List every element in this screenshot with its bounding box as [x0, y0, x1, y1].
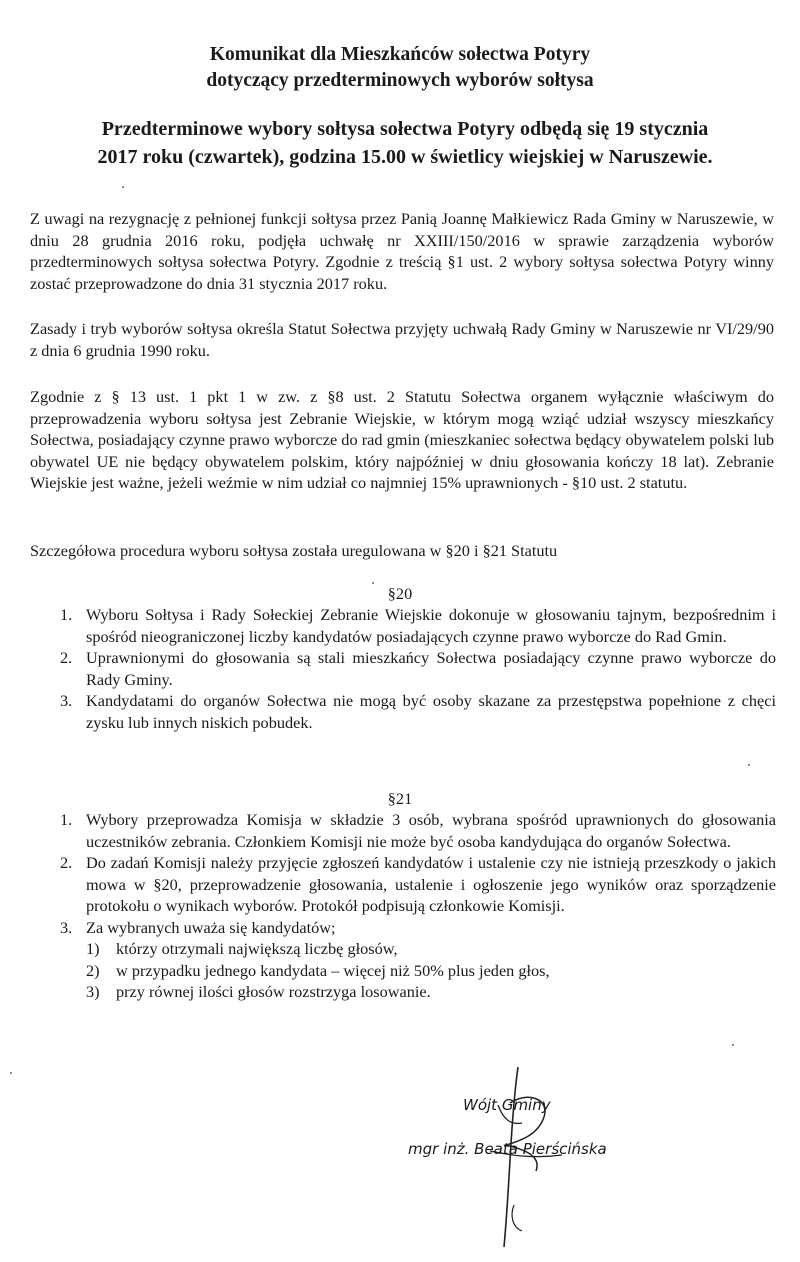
document-title-line-2: dotyczący przedterminowych wyborów sołtysa [206, 70, 594, 91]
list-item-number: 1. [60, 605, 73, 624]
section-21-heading: §21 [387, 789, 413, 808]
list-item-text: Wybory przeprowadza Komisja w składzie 3 osób, wybrana spośród uprawnionych do głosowania uczestników zebrania. Członkiem Komisji nie może być osoba kandydująca do organów Sołectwa. [86, 810, 776, 851]
sub-list-item-number: 1) [86, 939, 100, 958]
signature-role: Wójt Gminy [463, 1096, 551, 1114]
scan-speck [122, 186, 124, 188]
paragraph-rules: Zasady i tryb wyborów sołtysa określa Statut Sołectwa przyjęty uchwałą Rady Gminy w Naruszewie nr VI/29/90 z dnia 6 grudnia 1990 roku. [30, 319, 774, 360]
sub-list-item [86, 938, 776, 960]
sub-list-item [86, 960, 776, 982]
list-item [48, 917, 776, 939]
list-item [48, 604, 776, 647]
list-item [48, 690, 776, 733]
list-item [48, 852, 776, 917]
announcement-lead-line-1: Przedterminowe wybory sołtysa sołectwa Potyry odbędą się 19 stycznia [101, 118, 709, 140]
list-item-text: Kandydatami do organów Sołectwa nie mogą być osoby skazane za przestępstwa popełnione z chęci zysku lub innych niskich pobudek. [86, 691, 776, 732]
document-title-line-1: Komunikat dla Mieszkańców sołectwa Potyry [209, 44, 591, 65]
list-item [48, 809, 776, 852]
list-item-number: 3. [60, 691, 73, 710]
list-item-number: 1. [60, 810, 73, 829]
sub-list-item [86, 981, 776, 1003]
list-item-text: Do zadań Komisji należy przyjęcie zgłoszeń kandydatów i ustalenie czy nie istnieją przeszkody o jakich mowa w §20, przeprowadzenie głosowania, ustalenie i ogłoszenie jego wyników oraz sporządzenie protokołu o wynikach wyborów. Protokół podpisują członkowie Komisji. [86, 853, 776, 915]
list-item-number: 3. [60, 917, 73, 937]
sub-list-item-number: 2) [86, 960, 100, 980]
announcement-lead-line-2: 2017 roku (czwartek), godzina 15.00 w świetlicy wiejskiej w Naruszewie. [97, 146, 713, 168]
list-item-text: Wyboru Sołtysa i Rady Sołeckiej Zebranie Wiejskie dokonuje w głosowaniu tajnym, bezpośrednim i spośród nieograniczonej liczby kandydatów posiadających czynne prawo wyborcze do Rad Gmin. [86, 605, 776, 646]
list-item-text: Uprawnionymi do głosowania są stali mieszkańcy Sołectwa posiadający czynne prawo wyborcze do Rady Gminy. [86, 648, 776, 689]
scan-speck [10, 1072, 12, 1074]
scan-speck [732, 1044, 734, 1046]
paragraph-electorate: Zgodnie z § 13 ust. 1 pkt 1 w zw. z §8 ust. 2 Statutu Sołectwa organem wyłącznie właściwym do przeprowadzenia wyboru sołtysa jest Zebranie Wiejskie, w którym mogą wziąć udział wszyscy mieszkańcy Sołectwa, posiadający czynne prawo wyborcze do rad gmin (mieszkaniec sołectwa będący obywatelem polski lub obywatel UE nie będący obywatelem polskim, który najpóźniej w dniu głosowania kończy 18 lat). Zebranie Wiejskie jest ważne, jeżeli weźmie w nim udział co najmniej 15% uprawnionych - §10 ust. 2 statutu. [30, 387, 774, 492]
section-20-list [48, 604, 776, 733]
scan-speck [748, 764, 750, 766]
sub-list-item-number: 3) [86, 982, 100, 1001]
paragraph-procedure: Szczegółowa procedura wyboru sołtysa została uregulowana w §20 i §21 Statutu [30, 541, 558, 560]
list-item-text: Za wybranych uważa się kandydatów; [86, 917, 336, 937]
sub-list-item-text: którzy otrzymali największą liczbę głosów, [116, 939, 398, 958]
section-20-heading: §20 [387, 584, 413, 603]
sub-list-item-text: w przypadku jednego kandydata – więcej niż 50% plus jeden głos, [116, 960, 550, 980]
sub-list-item-text: przy równej ilości głosów rozstrzyga losowanie. [116, 982, 431, 1001]
list-item-number: 2. [60, 648, 73, 667]
scan-speck [372, 582, 374, 584]
list-item [48, 647, 776, 690]
signature-name: mgr inż. Beata Pierścińska [408, 1140, 607, 1158]
sub-list [48, 938, 776, 1003]
paragraph-resignation: Z uwagi na rezygnację z pełnionej funkcji sołtysa przez Panią Joannę Małkiewicz Rada Gminy w Naruszewie, w dniu 28 grudnia 2016 roku, podjęła uchwałę nr XXIII/150/2016 w sprawie zarządzenia wyborów przedterminowych sołtysa sołectwa Potyry. Zgodnie z treścią §1 ust. 2 wybory sołtysa sołectwa Potyry winny zostać przeprowadzone do dnia 31 stycznia 2017 roku. [30, 209, 774, 293]
list-item-number: 2. [60, 853, 73, 872]
section-21-list [48, 809, 776, 1003]
